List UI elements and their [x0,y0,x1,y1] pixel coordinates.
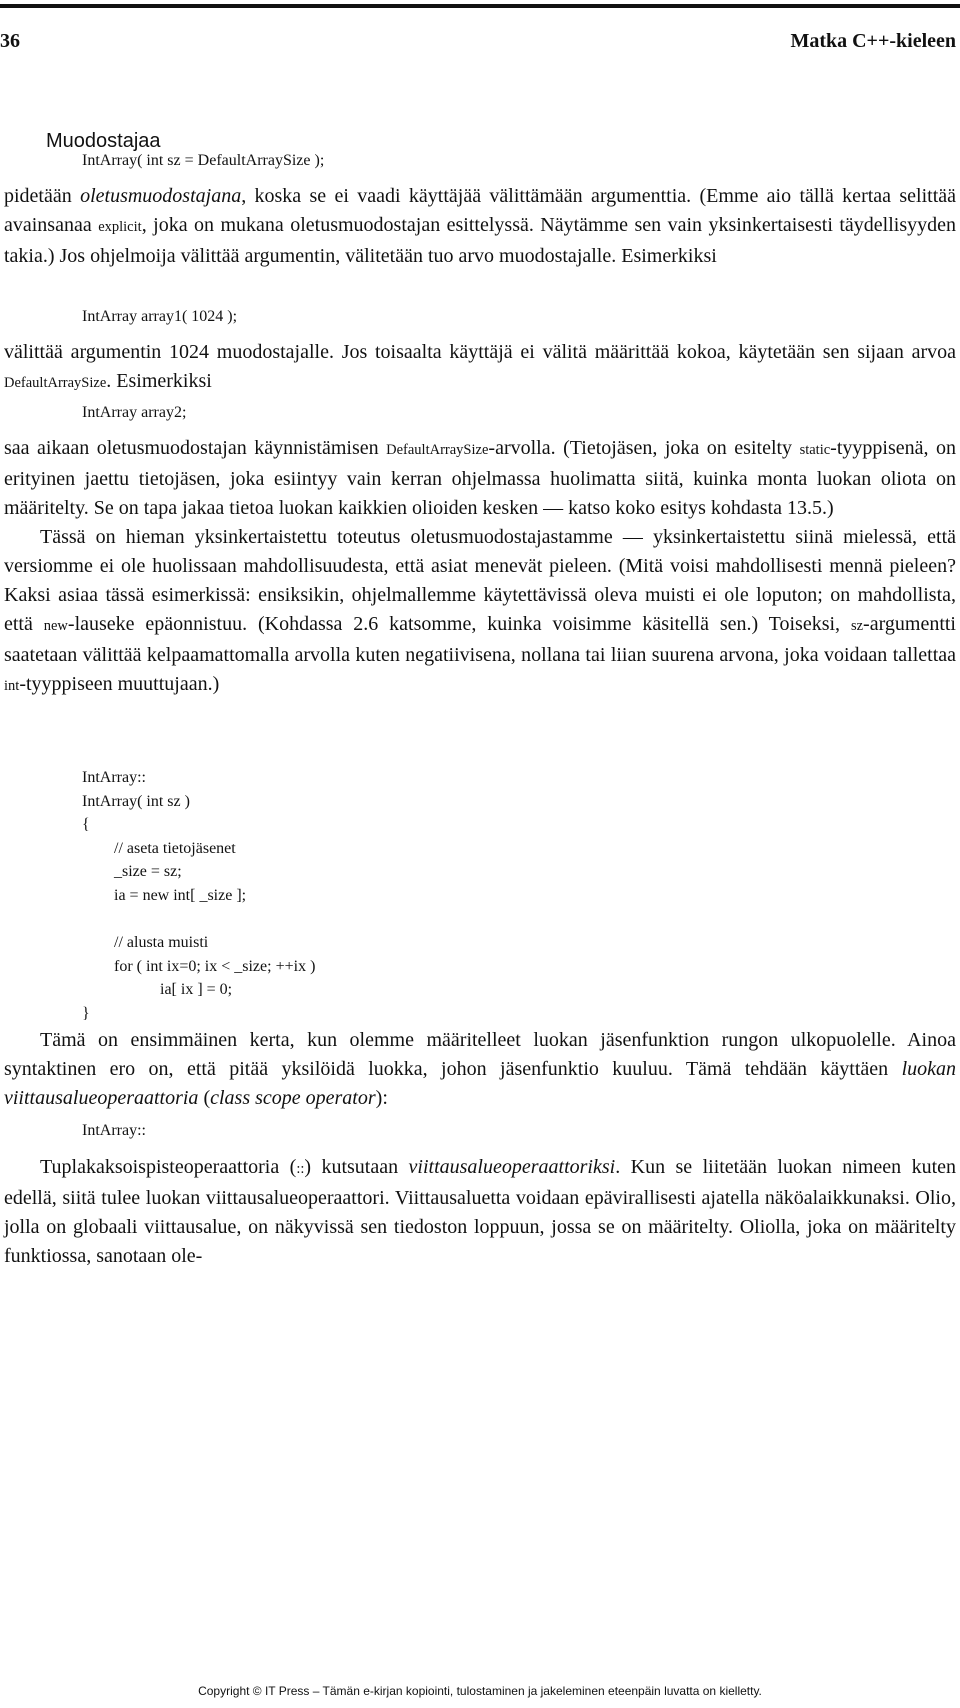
italic-term: viittausalueoperaattoriksi [408,1156,616,1178]
text-run: pidetään [4,185,81,207]
text-run: -argumentti saatetaan välittää kelpaamattomalla arvolla kuten negatiivisena, nollana tai liian suurena arvona, joka voidaan tallettaa [4,613,956,666]
code-operator: :: [296,1161,305,1177]
code-constructor-definition [82,766,315,1026]
text-run: -lauseke epäonnistuu. (Kohdassa 2.6 katsomme, kuinka voisimme käsitellä sen.) Toiseksi, [67,613,851,635]
text-run: ( [198,1087,211,1109]
italic-term: class scope operator [210,1087,376,1109]
text-run: -arvolla. (Tietojäsen, joka on esitelty [488,437,800,459]
text-run: saa aikaan oletusmuodostajan käynnistämisen [4,437,387,459]
book-title: Matka C++-kieleen [790,30,956,52]
code-line: for ( int ix=0; ix < _size; ++ix ) [114,957,316,975]
code-line: _size = sz; [114,863,182,881]
text-run: ): [375,1087,388,1109]
header-rule [0,4,960,8]
code-constructor-declaration: IntArray( int sz = DefaultArraySize ); [82,152,325,169]
code-line: // alusta muisti [114,934,209,952]
code-line: { [82,816,90,834]
code-line: } [82,1004,90,1022]
code-line: // aseta tietojäsenet [114,839,236,857]
paragraph-scope [4,1153,956,1271]
text-run: . Esimerkiksi [106,370,212,392]
section-heading: Muodostajaa [46,130,161,152]
paragraph-default-constructor [4,182,956,271]
code-scope-operator: IntArray:: [82,1122,146,1139]
paragraph-static-member [4,434,956,701]
text-run: -tyyppisenä, on erityinen jaettu tietojäsen, joka esiintyy vain kerran ohjelmassa huolimatta siitä, kuinka monta luokan oliota on määritelty. Se on tapa jakaa tietoa luokan kaikkien olioiden kesken — katso koko esitys kohdasta 13.5.) [4,437,956,519]
code-line: ia = new int[ _size ]; [114,886,247,904]
paragraph-implementation [4,523,956,701]
code-keyword: static [799,442,831,458]
code-array1: IntArray array1( 1024 ); [82,308,238,325]
copyright-footer: Copyright © IT Press – Tämän e-kirjan kopiointi, tulostaminen ja jakeleminen eteenpäin luvatta on kielletty. [198,1684,762,1698]
paragraph-argument [4,338,956,398]
text-run: , koska se ei vaadi käyttäjää välittämään argumenttia. (Emme aio tällä kertaa selittää avainsanaa [4,185,956,236]
code-identifier: sz [850,618,864,634]
text-run: Tässä on hieman yksinkertaistettu toteutus oletusmuodostajastamme — yksinkertaistettu siinä mielessä, että versiomme ei ole huolissaan mahdollisuudesta, että asiat menevät pieleen. (Mitä voisi mahdollisesti mennä pieleen? Kaksi asiaa tässä esimerkissä: ensiksikin, ohjelmallemme käytettävissä oleva muisti ei ole loputon; on mahdollista, että [4,526,956,635]
text-run: Tämä on ensimmäinen kerta, kun olemme määritelleet luokan jäsenfunktion rungon ulkopuolelle. Ainoa syntaktinen ero on, että pitää yksilöidä luokka, johon jäsenfunktio kuuluu. Tämä tehdään käyttäen [4,1029,956,1080]
text-run: Tuplakaksoispisteoperaattoria ( [40,1156,297,1178]
code-line: IntArray( int sz ) [82,792,190,810]
code-keyword: new [43,618,68,634]
code-identifier: DefaultArraySize [386,442,489,458]
text-run: välittää argumentin 1024 muodostajalle. Jos toisaalta käyttäjä ei välitä määrittää kokoa, käytetään sen sijaan arvoa [4,341,956,363]
code-keyword: int [4,678,20,694]
text-run: , joka on mukana oletusmuodostajan esittelyssä. Näytämme sen vain yksinkertaisesti täydellisyyden takia.) Jos ohjelmoija välittää argumentin, välitetään tuo arvo muodostajalle. Esimerkiksi [4,214,956,267]
italic-term: luokan viittausalueoperaattoria [4,1058,956,1109]
code-line: ia[ ix ] = 0; [160,981,233,999]
code-keyword: explicit [98,219,142,235]
code-line: IntArray:: [82,769,146,786]
text-run: -tyyppiseen muuttujaan.) [19,673,220,695]
italic-term: oletusmuodostajana [80,185,242,207]
code-identifier: DefaultArraySize [4,375,107,391]
page-number: 36 [0,30,20,52]
text-run: . Kun se liitetään luokan nimeen kuten edellä, siitä tulee luokan viittausalueoperaattori. Viittausaluetta voidaan epävirallisesti ajatella näköalaikkunaksi. Olio, jolla on globaali viittausalue, on näkyvissä sen tiedoston loppuun, jossa se on määritelty. Oliolla, joka on määritelty funktiossa, sanotaan ole- [4,1156,956,1267]
text-run: ) kutsutaan [304,1156,409,1178]
paragraph-member-function [4,1026,956,1113]
code-array2: IntArray array2; [82,404,187,421]
code-line-blank [82,908,315,932]
